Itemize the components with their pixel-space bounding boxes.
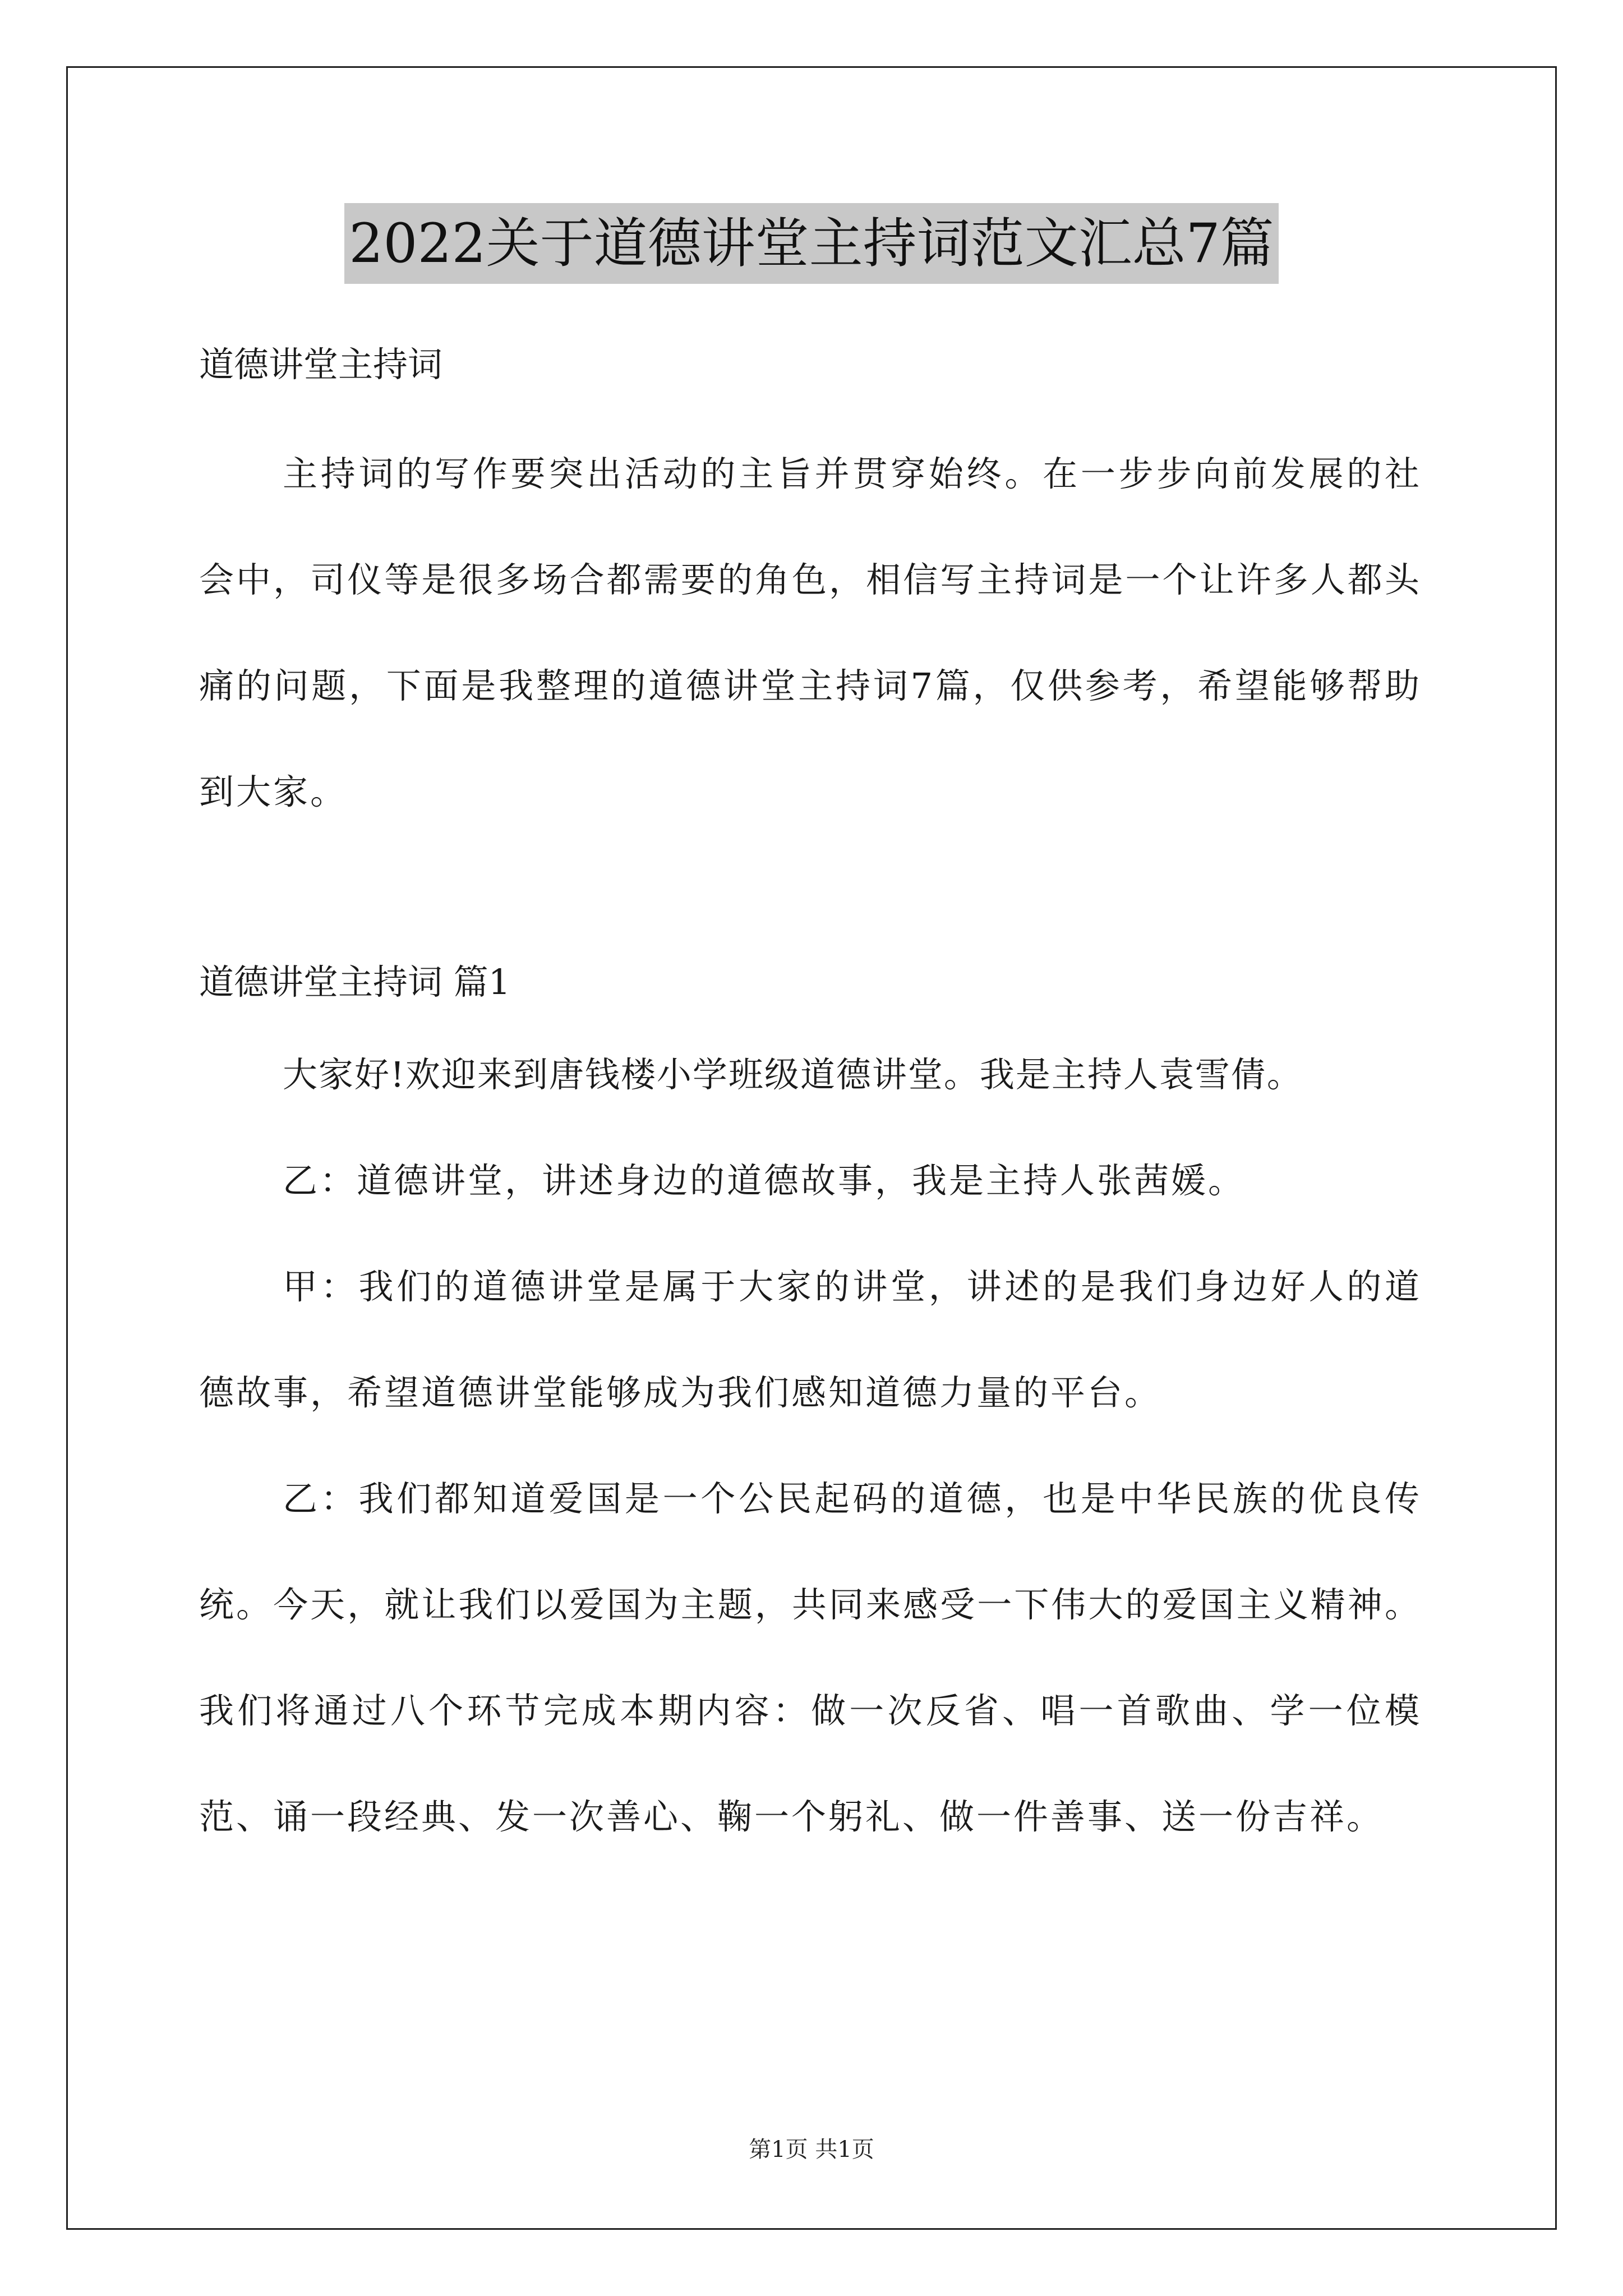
title-container — [0, 203, 1623, 284]
body-paragraph: 甲：我们的道德讲堂是属于大家的讲堂，讲述的是我们身边好人的道德故事，希望道德讲堂能够成为我们感知道德力量的平台。 — [199, 1266, 1422, 1413]
intro-paragraph: 主持词的写作要突出活动的主旨并贯穿始终。在一步步向前发展的社会中，司仪等是很多场合都需要的角色，相信写主持词是一个让许多人都头痛的问题，下面是我整理的道德讲堂主持词7篇，仅供参考，希望能够帮助到大家。 — [199, 453, 1422, 812]
document-title: 2022关于道德讲堂主持词范文汇总7篇 — [344, 203, 1278, 284]
body-paragraph: 大家好!欢迎来到唐钱楼小学班级道德讲堂。我是主持人袁雪倩。 — [283, 1054, 1303, 1095]
page-footer: 第1页 共1页 — [749, 2137, 874, 2162]
document-body — [199, 314, 1422, 1870]
body-paragraph: 乙：我们都知道爱国是一个公民起码的道德，也是中华民族的优良传统。今天，就让我们以爱国为主题，共同来感受一下伟大的爱国主义精神。我们将通过八个环节完成本期内容：做一次反省、唱一首歌曲、学一位模范、诵一段经典、发一次善心、鞠一个躬礼、做一件善事、送一份吉祥。 — [199, 1478, 1422, 1837]
section-heading: 道德讲堂主持词 篇1 — [199, 961, 511, 1002]
body-paragraph: 乙：道德讲堂，讲述身边的道德故事，我是主持人张茜媛。 — [283, 1160, 1246, 1201]
intro-heading: 道德讲堂主持词 — [199, 344, 443, 385]
